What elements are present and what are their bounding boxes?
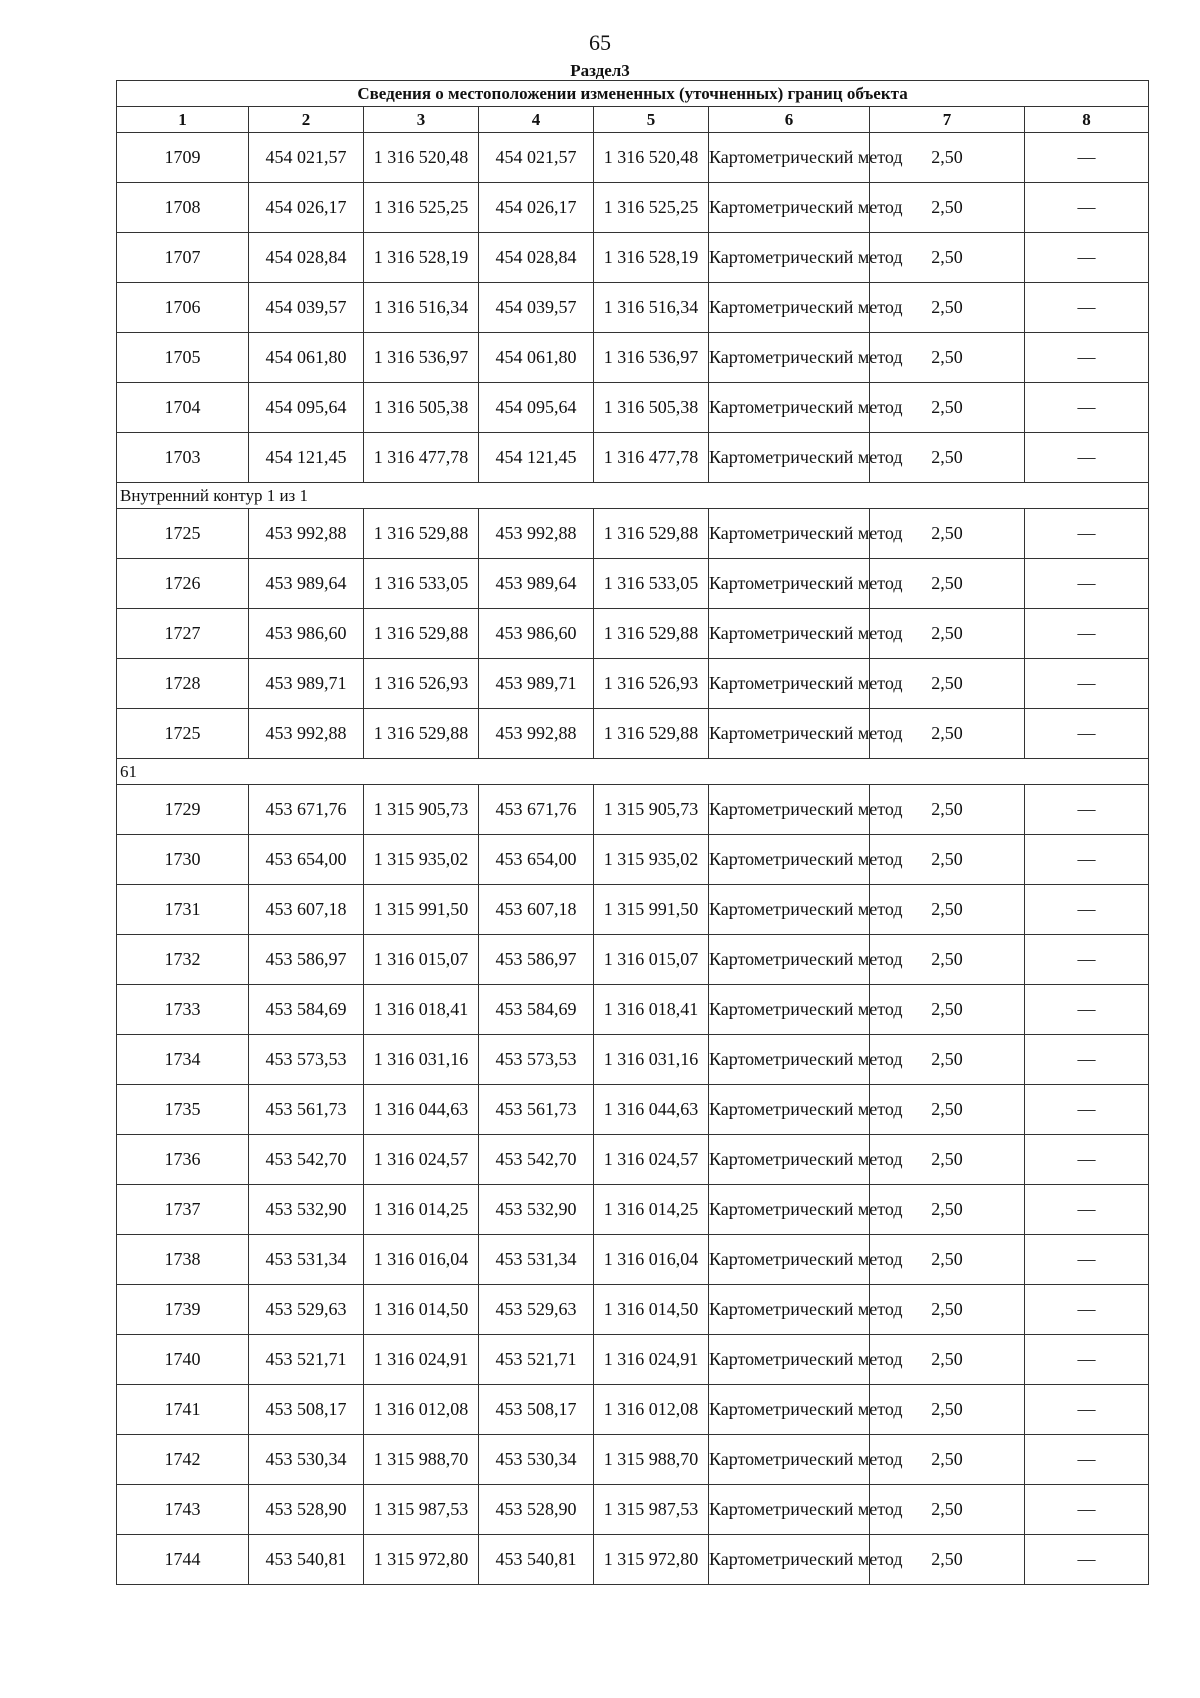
y-coordinate-new-cell: 1 316 505,38 [594,383,709,433]
note-cell: — [1025,609,1149,659]
y-coordinate-cell: 1 316 533,05 [364,559,479,609]
method-cell: Картометрический метод [709,133,870,183]
note-cell: — [1025,1235,1149,1285]
y-coordinate-new-cell: 1 316 018,41 [594,985,709,1035]
note-cell: — [1025,835,1149,885]
x-coordinate-new-cell: 453 586,97 [479,935,594,985]
table-row [117,609,1149,659]
note-cell: — [1025,1135,1149,1185]
x-coordinate-cell: 453 671,76 [249,785,364,835]
point-number-cell: 1732 [117,935,249,985]
section-title: Раздел3 [570,61,630,80]
point-number-cell: 1707 [117,233,249,283]
table-row [117,1485,1149,1535]
table-row [117,1335,1149,1385]
x-coordinate-cell: 453 528,90 [249,1485,364,1535]
point-number-cell: 1733 [117,985,249,1035]
x-coordinate-cell: 453 531,34 [249,1235,364,1285]
point-number-cell: 1743 [117,1485,249,1535]
y-coordinate-cell: 1 316 016,04 [364,1235,479,1285]
table-row [117,659,1149,709]
point-number-cell: 1741 [117,1385,249,1435]
x-coordinate-cell: 453 989,71 [249,659,364,709]
y-coordinate-cell: 1 316 044,63 [364,1085,479,1135]
y-coordinate-cell: 1 316 536,97 [364,333,479,383]
method-cell: Картометрический метод [709,1535,870,1585]
table-row [117,785,1149,835]
x-coordinate-new-cell: 453 989,64 [479,559,594,609]
x-coordinate-new-cell: 454 061,80 [479,333,594,383]
x-coordinate-new-cell: 453 989,71 [479,659,594,709]
y-coordinate-cell: 1 316 012,08 [364,1385,479,1435]
x-coordinate-cell: 453 508,17 [249,1385,364,1435]
y-coordinate-new-cell: 1 316 014,25 [594,1185,709,1235]
page-number: 65 [589,30,611,55]
x-coordinate-new-cell: 453 532,90 [479,1185,594,1235]
x-coordinate-cell: 453 584,69 [249,985,364,1035]
x-coordinate-cell: 453 561,73 [249,1085,364,1135]
y-coordinate-new-cell: 1 316 529,88 [594,509,709,559]
note-cell: — [1025,1035,1149,1085]
method-cell: Картометрический метод [709,1235,870,1285]
point-number-cell: 1744 [117,1535,249,1585]
point-number-cell: 1725 [117,509,249,559]
method-cell: Картометрический метод [709,709,870,759]
x-coordinate-new-cell: 453 530,34 [479,1435,594,1485]
y-coordinate-cell: 1 315 987,53 [364,1485,479,1535]
x-coordinate-new-cell: 454 026,17 [479,183,594,233]
method-cell: Картометрический метод [709,935,870,985]
method-cell: Картометрический метод [709,233,870,283]
y-coordinate-new-cell: 1 316 533,05 [594,559,709,609]
note-cell: — [1025,559,1149,609]
x-coordinate-cell: 454 026,17 [249,183,364,233]
accuracy-cell: 2,50 [870,709,1025,759]
y-coordinate-new-cell: 1 316 520,48 [594,133,709,183]
accuracy-cell: 2,50 [870,659,1025,709]
note-cell: — [1025,709,1149,759]
column-number: 3 [364,107,479,133]
accuracy-cell: 2,50 [870,1035,1025,1085]
y-coordinate-cell: 1 316 031,16 [364,1035,479,1085]
y-coordinate-cell: 1 316 018,41 [364,985,479,1035]
x-coordinate-cell: 453 532,90 [249,1185,364,1235]
accuracy-cell: 2,50 [870,835,1025,885]
y-coordinate-cell: 1 316 505,38 [364,383,479,433]
y-coordinate-cell: 1 315 972,80 [364,1535,479,1585]
method-cell: Картометрический метод [709,1285,870,1335]
x-coordinate-new-cell: 453 561,73 [479,1085,594,1135]
y-coordinate-cell: 1 316 529,88 [364,609,479,659]
y-coordinate-cell: 1 316 024,57 [364,1135,479,1185]
method-cell: Картометрический метод [709,659,870,709]
x-coordinate-new-cell: 453 508,17 [479,1385,594,1435]
y-coordinate-cell: 1 315 905,73 [364,785,479,835]
x-coordinate-new-cell: 453 531,34 [479,1235,594,1285]
method-cell: Картометрический метод [709,433,870,483]
method-cell: Картометрический метод [709,1085,870,1135]
method-cell: Картометрический метод [709,835,870,885]
x-coordinate-new-cell: 454 028,84 [479,233,594,283]
note-cell: — [1025,1535,1149,1585]
table-row [117,383,1149,433]
accuracy-cell: 2,50 [870,1435,1025,1485]
x-coordinate-new-cell: 454 095,64 [479,383,594,433]
method-cell: Картометрический метод [709,785,870,835]
method-cell: Картометрический метод [709,1135,870,1185]
table-caption-row [117,81,1149,107]
method-cell: Картометрический метод [709,985,870,1035]
y-coordinate-new-cell: 1 315 988,70 [594,1435,709,1485]
column-number: 2 [249,107,364,133]
x-coordinate-new-cell: 453 607,18 [479,885,594,935]
column-number: 4 [479,107,594,133]
x-coordinate-cell: 453 542,70 [249,1135,364,1185]
point-number-cell: 1725 [117,709,249,759]
table-row [117,1385,1149,1435]
accuracy-cell: 2,50 [870,1285,1025,1335]
table-row [117,1435,1149,1485]
x-coordinate-new-cell: 453 986,60 [479,609,594,659]
y-coordinate-new-cell: 1 316 529,88 [594,609,709,659]
method-cell: Картометрический метод [709,609,870,659]
note-cell: — [1025,1085,1149,1135]
accuracy-cell: 2,50 [870,1135,1025,1185]
x-coordinate-cell: 453 992,88 [249,709,364,759]
table-row [117,709,1149,759]
x-coordinate-new-cell: 454 121,45 [479,433,594,483]
y-coordinate-new-cell: 1 316 526,93 [594,659,709,709]
column-number: 1 [117,107,249,133]
accuracy-cell: 2,50 [870,935,1025,985]
method-cell: Картометрический метод [709,1335,870,1385]
method-cell: Картометрический метод [709,333,870,383]
x-coordinate-cell: 453 573,53 [249,1035,364,1085]
note-cell: — [1025,935,1149,985]
accuracy-cell: 2,50 [870,1185,1025,1235]
column-number: 8 [1025,107,1149,133]
note-cell: — [1025,183,1149,233]
accuracy-cell: 2,50 [870,1085,1025,1135]
y-coordinate-new-cell: 1 316 024,57 [594,1135,709,1185]
table-row [117,133,1149,183]
table-row [117,885,1149,935]
point-number-cell: 1736 [117,1135,249,1185]
point-number-cell: 1706 [117,283,249,333]
point-number-cell: 1727 [117,609,249,659]
group-label: Внутренний контур 1 из 1 [117,483,1149,509]
point-number-cell: 1705 [117,333,249,383]
method-cell: Картометрический метод [709,885,870,935]
accuracy-cell: 2,50 [870,233,1025,283]
accuracy-cell: 2,50 [870,785,1025,835]
group-label-row [117,759,1149,785]
x-coordinate-cell: 454 028,84 [249,233,364,283]
point-number-cell: 1704 [117,383,249,433]
x-coordinate-cell: 454 021,57 [249,133,364,183]
x-coordinate-cell: 454 121,45 [249,433,364,483]
y-coordinate-new-cell: 1 316 477,78 [594,433,709,483]
point-number-cell: 1709 [117,133,249,183]
accuracy-cell: 2,50 [870,559,1025,609]
accuracy-cell: 2,50 [870,609,1025,659]
note-cell: — [1025,885,1149,935]
point-number-cell: 1735 [117,1085,249,1135]
x-coordinate-new-cell: 453 654,00 [479,835,594,885]
column-number-row [117,107,1149,133]
note-cell: — [1025,1485,1149,1535]
x-coordinate-cell: 454 095,64 [249,383,364,433]
accuracy-cell: 2,50 [870,985,1025,1035]
y-coordinate-cell: 1 316 528,19 [364,233,479,283]
note-cell: — [1025,785,1149,835]
x-coordinate-new-cell: 454 039,57 [479,283,594,333]
x-coordinate-cell: 453 986,60 [249,609,364,659]
x-coordinate-new-cell: 453 671,76 [479,785,594,835]
x-coordinate-cell: 453 992,88 [249,509,364,559]
x-coordinate-cell: 453 989,64 [249,559,364,609]
y-coordinate-new-cell: 1 315 905,73 [594,785,709,835]
table-row [117,835,1149,885]
y-coordinate-cell: 1 316 526,93 [364,659,479,709]
table-row [117,1235,1149,1285]
note-cell: — [1025,433,1149,483]
note-cell: — [1025,1185,1149,1235]
x-coordinate-new-cell: 453 529,63 [479,1285,594,1335]
column-number: 5 [594,107,709,133]
note-cell: — [1025,1385,1149,1435]
column-number: 7 [870,107,1025,133]
y-coordinate-cell: 1 316 014,25 [364,1185,479,1235]
y-coordinate-cell: 1 316 529,88 [364,509,479,559]
point-number-cell: 1734 [117,1035,249,1085]
note-cell: — [1025,1335,1149,1385]
table-row [117,935,1149,985]
note-cell: — [1025,133,1149,183]
y-coordinate-new-cell: 1 316 014,50 [594,1285,709,1335]
y-coordinate-new-cell: 1 316 525,25 [594,183,709,233]
y-coordinate-cell: 1 315 935,02 [364,835,479,885]
point-number-cell: 1708 [117,183,249,233]
y-coordinate-cell: 1 316 014,50 [364,1285,479,1335]
x-coordinate-cell: 453 607,18 [249,885,364,935]
note-cell: — [1025,659,1149,709]
accuracy-cell: 2,50 [870,1385,1025,1435]
y-coordinate-new-cell: 1 316 044,63 [594,1085,709,1135]
table-row [117,1035,1149,1085]
note-cell: — [1025,383,1149,433]
x-coordinate-cell: 454 039,57 [249,283,364,333]
point-number-cell: 1738 [117,1235,249,1285]
point-number-cell: 1728 [117,659,249,709]
group-label: 61 [117,759,1149,785]
note-cell: — [1025,509,1149,559]
x-coordinate-new-cell: 453 521,71 [479,1335,594,1385]
y-coordinate-new-cell: 1 316 031,16 [594,1035,709,1085]
note-cell: — [1025,283,1149,333]
table-row [117,1085,1149,1135]
method-cell: Картометрический метод [709,1385,870,1435]
table-row [117,233,1149,283]
method-cell: Картометрический метод [709,283,870,333]
point-number-cell: 1731 [117,885,249,935]
y-coordinate-new-cell: 1 315 972,80 [594,1535,709,1585]
method-cell: Картометрический метод [709,1485,870,1535]
accuracy-cell: 2,50 [870,333,1025,383]
note-cell: — [1025,1285,1149,1335]
method-cell: Картометрический метод [709,1435,870,1485]
note-cell: — [1025,985,1149,1035]
accuracy-cell: 2,50 [870,1535,1025,1585]
y-coordinate-cell: 1 315 991,50 [364,885,479,935]
x-coordinate-new-cell: 453 584,69 [479,985,594,1035]
note-cell: — [1025,1435,1149,1485]
y-coordinate-cell: 1 316 525,25 [364,183,479,233]
point-number-cell: 1730 [117,835,249,885]
accuracy-cell: 2,50 [870,383,1025,433]
x-coordinate-new-cell: 453 573,53 [479,1035,594,1085]
table-row [117,985,1149,1035]
method-cell: Картометрический метод [709,1185,870,1235]
table-row [117,559,1149,609]
x-coordinate-cell: 453 530,34 [249,1435,364,1485]
table-row [117,1285,1149,1335]
accuracy-cell: 2,50 [870,283,1025,333]
x-coordinate-cell: 453 529,63 [249,1285,364,1335]
y-coordinate-new-cell: 1 316 024,91 [594,1335,709,1385]
y-coordinate-new-cell: 1 316 536,97 [594,333,709,383]
y-coordinate-cell: 1 316 477,78 [364,433,479,483]
x-coordinate-new-cell: 453 992,88 [479,509,594,559]
accuracy-cell: 2,50 [870,1335,1025,1385]
method-cell: Картометрический метод [709,183,870,233]
y-coordinate-new-cell: 1 315 987,53 [594,1485,709,1535]
table-row [117,183,1149,233]
x-coordinate-new-cell: 453 542,70 [479,1135,594,1185]
y-coordinate-new-cell: 1 316 516,34 [594,283,709,333]
table-row [117,433,1149,483]
y-coordinate-cell: 1 315 988,70 [364,1435,479,1485]
group-label-row [117,483,1149,509]
accuracy-cell: 2,50 [870,183,1025,233]
y-coordinate-new-cell: 1 316 015,07 [594,935,709,985]
method-cell: Картометрический метод [709,509,870,559]
method-cell: Картометрический метод [709,1035,870,1085]
y-coordinate-cell: 1 316 024,91 [364,1335,479,1385]
y-coordinate-cell: 1 316 516,34 [364,283,479,333]
accuracy-cell: 2,50 [870,1235,1025,1285]
point-number-cell: 1742 [117,1435,249,1485]
accuracy-cell: 2,50 [870,885,1025,935]
x-coordinate-cell: 453 521,71 [249,1335,364,1385]
x-coordinate-new-cell: 453 540,81 [479,1535,594,1585]
method-cell: Картометрический метод [709,559,870,609]
accuracy-cell: 2,50 [870,133,1025,183]
y-coordinate-cell: 1 316 520,48 [364,133,479,183]
coordinates-table [116,80,1149,1585]
table-caption: Сведения о местоположении измененных (уточненных) границ объекта [117,81,1149,107]
y-coordinate-new-cell: 1 315 935,02 [594,835,709,885]
note-cell: — [1025,233,1149,283]
note-cell: — [1025,333,1149,383]
point-number-cell: 1726 [117,559,249,609]
table-row [117,283,1149,333]
y-coordinate-new-cell: 1 315 991,50 [594,885,709,935]
point-number-cell: 1737 [117,1185,249,1235]
column-number: 6 [709,107,870,133]
accuracy-cell: 2,50 [870,509,1025,559]
point-number-cell: 1729 [117,785,249,835]
y-coordinate-new-cell: 1 316 012,08 [594,1385,709,1435]
table-row [117,333,1149,383]
table-row [117,1135,1149,1185]
x-coordinate-new-cell: 453 528,90 [479,1485,594,1535]
table-row [117,1535,1149,1585]
x-coordinate-cell: 453 586,97 [249,935,364,985]
table-row [117,1185,1149,1235]
y-coordinate-new-cell: 1 316 528,19 [594,233,709,283]
table-row [117,509,1149,559]
y-coordinate-new-cell: 1 316 529,88 [594,709,709,759]
x-coordinate-cell: 454 061,80 [249,333,364,383]
method-cell: Картометрический метод [709,383,870,433]
point-number-cell: 1740 [117,1335,249,1385]
y-coordinate-cell: 1 316 529,88 [364,709,479,759]
accuracy-cell: 2,50 [870,1485,1025,1535]
point-number-cell: 1739 [117,1285,249,1335]
accuracy-cell: 2,50 [870,433,1025,483]
x-coordinate-new-cell: 454 021,57 [479,133,594,183]
y-coordinate-cell: 1 316 015,07 [364,935,479,985]
x-coordinate-new-cell: 453 992,88 [479,709,594,759]
y-coordinate-new-cell: 1 316 016,04 [594,1235,709,1285]
point-number-cell: 1703 [117,433,249,483]
x-coordinate-cell: 453 540,81 [249,1535,364,1585]
x-coordinate-cell: 453 654,00 [249,835,364,885]
